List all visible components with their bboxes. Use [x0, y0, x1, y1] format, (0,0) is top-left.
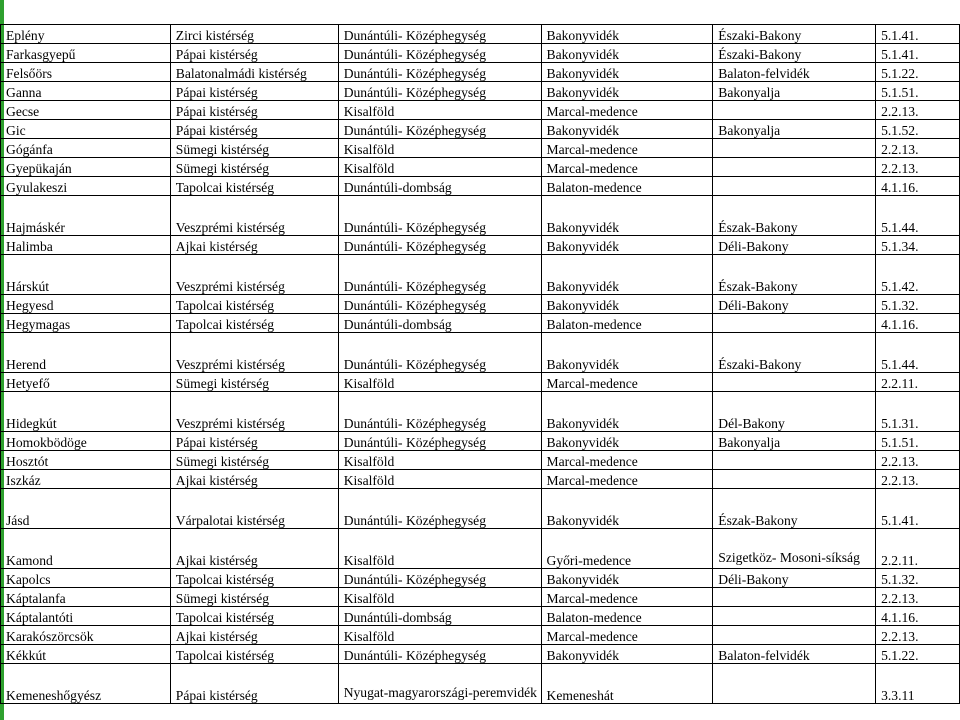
microregion-cell[interactable]: Déli-Bakony — [713, 295, 876, 314]
macroregion-cell[interactable]: Dunántúli-dombság — [338, 314, 541, 333]
microregion-cell[interactable] — [713, 177, 876, 196]
table-row — [1, 470, 960, 489]
mesoregion-cell[interactable]: Kemeneshát — [541, 664, 713, 704]
microregion-cell[interactable]: Bakonyalja — [713, 82, 876, 101]
mesoregion-cell[interactable]: Bakonyvidék — [541, 44, 713, 63]
table-row — [1, 255, 960, 295]
mesoregion-cell[interactable]: Bakonyvidék — [541, 295, 713, 314]
code-cell[interactable]: 2.2.13. — [876, 470, 960, 489]
settlement-cell[interactable]: Hosztót — [1, 451, 171, 470]
subregion-cell[interactable]: Veszprémi kistérség — [170, 333, 338, 373]
mesoregion-cell[interactable]: Bakonyvidék — [541, 82, 713, 101]
subregion-cell[interactable]: Pápai kistérség — [170, 82, 338, 101]
subregion-cell[interactable]: Sümegi kistérség — [170, 139, 338, 158]
table-row — [1, 392, 960, 432]
macroregion-cell[interactable]: Dunántúli- Középhegység — [338, 120, 541, 139]
table-row — [1, 314, 960, 333]
macroregion-cell[interactable]: Kisalföld — [338, 470, 541, 489]
microregion-cell[interactable] — [713, 373, 876, 392]
subregion-cell[interactable]: Zirci kistérség — [170, 25, 338, 44]
table-row — [1, 588, 960, 607]
settlement-cell[interactable]: Hetyefő — [1, 373, 171, 392]
table-row — [1, 607, 960, 626]
settlement-cell[interactable]: Herend — [1, 333, 171, 373]
code-cell[interactable]: 5.1.41. — [876, 44, 960, 63]
microregion-cell[interactable] — [713, 664, 876, 704]
microregion-cell[interactable] — [713, 470, 876, 489]
macroregion-cell[interactable]: Nyugat-magyarországi-peremvidék — [338, 664, 541, 704]
code-cell[interactable]: 2.2.11. — [876, 373, 960, 392]
code-cell[interactable]: 3.3.11 — [876, 664, 960, 704]
macroregion-cell[interactable]: Kisalföld — [338, 158, 541, 177]
settlement-cell[interactable]: Hegymagas — [1, 314, 171, 333]
microregion-cell[interactable] — [713, 451, 876, 470]
macroregion-cell[interactable]: Kisalföld — [338, 588, 541, 607]
mesoregion-cell[interactable]: Marcal-medence — [541, 101, 713, 120]
code-cell[interactable]: 5.1.22. — [876, 63, 960, 82]
subregion-cell[interactable]: Pápai kistérség — [170, 101, 338, 120]
settlement-cell[interactable]: Hárskút — [1, 255, 171, 295]
subregion-cell[interactable]: Ajkai kistérség — [170, 529, 338, 569]
mesoregion-cell[interactable]: Bakonyvidék — [541, 333, 713, 373]
microregion-cell[interactable]: Szigetköz- Mosoni-síkság — [713, 529, 876, 569]
macroregion-cell[interactable]: Dunántúli- Középhegység — [338, 44, 541, 63]
settlement-cell[interactable]: Hegyesd — [1, 295, 171, 314]
microregion-cell[interactable]: Észak-Bakony — [713, 255, 876, 295]
macroregion-cell[interactable]: Dunántúli- Középhegység — [338, 196, 541, 236]
subregion-cell[interactable]: Ajkai kistérség — [170, 236, 338, 255]
code-cell[interactable]: 5.1.41. — [876, 25, 960, 44]
macroregion-cell[interactable]: Dunántúli- Középhegység — [338, 645, 541, 664]
mesoregion-cell[interactable]: Bakonyvidék — [541, 255, 713, 295]
table-row — [1, 236, 960, 255]
microregion-cell[interactable]: Észak-Bakony — [713, 196, 876, 236]
settlement-cell[interactable]: Hidegkút — [1, 392, 171, 432]
settlement-cell[interactable]: Karakószörcsök — [1, 626, 171, 645]
code-cell[interactable]: 5.1.51. — [876, 82, 960, 101]
subregion-cell[interactable]: Veszprémi kistérség — [170, 255, 338, 295]
mesoregion-cell[interactable]: Bakonyvidék — [541, 645, 713, 664]
mesoregion-cell[interactable]: Marcal-medence — [541, 626, 713, 645]
microregion-cell[interactable] — [713, 101, 876, 120]
code-cell[interactable]: 4.1.16. — [876, 177, 960, 196]
subregion-cell[interactable]: Tapolcai kistérség — [170, 177, 338, 196]
microregion-cell[interactable]: Északi-Bakony — [713, 333, 876, 373]
settlement-cell[interactable]: Jásd — [1, 489, 171, 529]
mesoregion-cell[interactable]: Marcal-medence — [541, 470, 713, 489]
macroregion-cell[interactable]: Dunántúli- Középhegység — [338, 392, 541, 432]
subregion-cell[interactable]: Sümegi kistérség — [170, 451, 338, 470]
code-cell[interactable]: 5.1.22. — [876, 645, 960, 664]
subregion-cell[interactable]: Tapolcai kistérség — [170, 607, 338, 626]
code-cell[interactable]: 5.1.32. — [876, 569, 960, 588]
settlement-cell[interactable]: Kékkút — [1, 645, 171, 664]
settlement-cell[interactable]: Felsőörs — [1, 63, 171, 82]
table-row — [1, 82, 960, 101]
settlement-cell[interactable]: Hajmáskér — [1, 196, 171, 236]
code-cell[interactable]: 2.2.11. — [876, 529, 960, 569]
subregion-cell[interactable]: Pápai kistérség — [170, 664, 338, 704]
microregion-cell[interactable] — [713, 139, 876, 158]
macroregion-cell[interactable]: Dunántúli- Középhegység — [338, 236, 541, 255]
subregion-cell[interactable]: Tapolcai kistérség — [170, 314, 338, 333]
mesoregion-cell[interactable]: Bakonyvidék — [541, 432, 713, 451]
mesoregion-cell[interactable]: Marcal-medence — [541, 158, 713, 177]
mesoregion-cell[interactable]: Marcal-medence — [541, 588, 713, 607]
table-row — [1, 120, 960, 139]
microregion-cell[interactable] — [713, 626, 876, 645]
table-body — [1, 25, 960, 704]
settlement-cell[interactable]: Gyulakeszi — [1, 177, 171, 196]
settlement-cell[interactable]: Halimba — [1, 236, 171, 255]
table-row — [1, 432, 960, 451]
subregion-cell[interactable]: Veszprémi kistérség — [170, 196, 338, 236]
macroregion-cell[interactable]: Dunántúli- Középhegység — [338, 489, 541, 529]
microregion-cell[interactable] — [713, 158, 876, 177]
microregion-cell[interactable]: Északi-Bakony — [713, 25, 876, 44]
code-cell[interactable]: 2.2.13. — [876, 588, 960, 607]
table-row — [1, 645, 960, 664]
macroregion-cell[interactable]: Dunántúli- Középhegység — [338, 82, 541, 101]
macroregion-cell[interactable]: Kisalföld — [338, 451, 541, 470]
microregion-cell[interactable]: Balaton-felvidék — [713, 645, 876, 664]
mesoregion-cell[interactable]: Marcal-medence — [541, 451, 713, 470]
macroregion-cell[interactable]: Dunántúli- Középhegység — [338, 255, 541, 295]
settlement-cell[interactable]: Farkasgyepű — [1, 44, 171, 63]
settlement-cell[interactable]: Kamond — [1, 529, 171, 569]
code-cell[interactable]: 5.1.41. — [876, 489, 960, 529]
code-cell[interactable]: 5.1.44. — [876, 333, 960, 373]
macroregion-cell[interactable]: Kisalföld — [338, 529, 541, 569]
microregion-cell[interactable]: Dél-Bakony — [713, 392, 876, 432]
microregion-cell[interactable] — [713, 314, 876, 333]
table-row — [1, 196, 960, 236]
table-row — [1, 451, 960, 470]
table-row — [1, 333, 960, 373]
settlement-cell[interactable]: Homokbödöge — [1, 432, 171, 451]
subregion-cell[interactable]: Ajkai kistérség — [170, 626, 338, 645]
settlement-cell[interactable]: Gyepükaján — [1, 158, 171, 177]
microregion-cell[interactable]: Balaton-felvidék — [713, 63, 876, 82]
table-row — [1, 101, 960, 120]
subregion-cell[interactable]: Pápai kistérség — [170, 44, 338, 63]
code-cell[interactable]: 4.1.16. — [876, 314, 960, 333]
mesoregion-cell[interactable]: Balaton-medence — [541, 314, 713, 333]
macroregion-cell[interactable]: Dunántúli- Középhegység — [338, 432, 541, 451]
subregion-cell[interactable]: Sümegi kistérség — [170, 158, 338, 177]
macroregion-cell[interactable]: Dunántúli- Középhegység — [338, 25, 541, 44]
code-cell[interactable]: 5.1.42. — [876, 255, 960, 295]
subregion-cell[interactable]: Várpalotai kistérség — [170, 489, 338, 529]
mesoregion-cell[interactable]: Marcal-medence — [541, 139, 713, 158]
settlement-cell[interactable]: Ganna — [1, 82, 171, 101]
table-row — [1, 139, 960, 158]
subregion-cell[interactable]: Pápai kistérség — [170, 120, 338, 139]
microregion-cell[interactable] — [713, 588, 876, 607]
code-cell[interactable]: 2.2.13. — [876, 139, 960, 158]
code-cell[interactable]: 2.2.13. — [876, 158, 960, 177]
microregion-cell[interactable]: Déli-Bakony — [713, 236, 876, 255]
macroregion-cell[interactable]: Kisalföld — [338, 373, 541, 392]
subregion-cell[interactable]: Tapolcai kistérség — [170, 569, 338, 588]
settlement-table — [0, 24, 960, 704]
table-row — [1, 626, 960, 645]
subregion-cell[interactable]: Balatonalmádi kistérség — [170, 63, 338, 82]
macroregion-cell[interactable]: Dunántúli- Középhegység — [338, 63, 541, 82]
mesoregion-cell[interactable]: Bakonyvidék — [541, 569, 713, 588]
macroregion-cell[interactable]: Dunántúli- Középhegység — [338, 333, 541, 373]
settlement-cell[interactable]: Kapolcs — [1, 569, 171, 588]
subregion-cell[interactable]: Sümegi kistérség — [170, 588, 338, 607]
code-cell[interactable]: 5.1.32. — [876, 295, 960, 314]
subregion-cell[interactable]: Ajkai kistérség — [170, 470, 338, 489]
macroregion-cell[interactable]: Kisalföld — [338, 101, 541, 120]
subregion-cell[interactable]: Sümegi kistérség — [170, 373, 338, 392]
microregion-cell[interactable]: Északi-Bakony — [713, 44, 876, 63]
code-cell[interactable]: 5.1.31. — [876, 392, 960, 432]
table-row — [1, 25, 960, 44]
microregion-cell[interactable]: Bakonyalja — [713, 120, 876, 139]
code-cell[interactable]: 5.1.51. — [876, 432, 960, 451]
mesoregion-cell[interactable]: Bakonyvidék — [541, 236, 713, 255]
macroregion-cell[interactable]: Dunántúli-dombság — [338, 607, 541, 626]
microregion-cell[interactable]: Bakonyalja — [713, 432, 876, 451]
subregion-cell[interactable]: Veszprémi kistérség — [170, 392, 338, 432]
mesoregion-cell[interactable]: Bakonyvidék — [541, 489, 713, 529]
settlement-cell[interactable]: Gógánfa — [1, 139, 171, 158]
table-row — [1, 529, 960, 569]
mesoregion-cell[interactable]: Győri-medence — [541, 529, 713, 569]
settlement-cell[interactable]: Gic — [1, 120, 171, 139]
mesoregion-cell[interactable]: Balaton-medence — [541, 607, 713, 626]
table-row — [1, 158, 960, 177]
table-row — [1, 63, 960, 82]
table-row — [1, 489, 960, 529]
mesoregion-cell[interactable]: Bakonyvidék — [541, 392, 713, 432]
mesoregion-cell[interactable]: Marcal-medence — [541, 373, 713, 392]
code-cell[interactable]: 5.1.52. — [876, 120, 960, 139]
settlement-cell[interactable]: Iszkáz — [1, 470, 171, 489]
mesoregion-cell[interactable]: Bakonyvidék — [541, 25, 713, 44]
code-cell[interactable]: 5.1.44. — [876, 196, 960, 236]
microregion-cell[interactable]: Észak-Bakony — [713, 489, 876, 529]
subregion-cell[interactable]: Tapolcai kistérség — [170, 645, 338, 664]
table-row — [1, 664, 960, 704]
mesoregion-cell[interactable]: Balaton-medence — [541, 177, 713, 196]
mesoregion-cell[interactable]: Bakonyvidék — [541, 63, 713, 82]
mesoregion-cell[interactable]: Bakonyvidék — [541, 196, 713, 236]
subregion-cell[interactable]: Tapolcai kistérség — [170, 295, 338, 314]
code-cell[interactable]: 2.2.13. — [876, 451, 960, 470]
code-cell[interactable]: 2.2.13. — [876, 101, 960, 120]
macroregion-cell[interactable]: Dunántúli- Középhegység — [338, 569, 541, 588]
code-cell[interactable]: 4.1.16. — [876, 607, 960, 626]
mesoregion-cell[interactable]: Bakonyvidék — [541, 120, 713, 139]
macroregion-cell[interactable]: Dunántúli- Középhegység — [338, 295, 541, 314]
table-row — [1, 44, 960, 63]
macroregion-cell[interactable]: Kisalföld — [338, 626, 541, 645]
code-cell[interactable]: 2.2.13. — [876, 626, 960, 645]
settlement-cell[interactable]: Káptalantóti — [1, 607, 171, 626]
settlement-cell[interactable]: Kemeneshőgyész — [1, 664, 171, 704]
code-cell[interactable]: 5.1.34. — [876, 236, 960, 255]
table-row — [1, 177, 960, 196]
settlement-cell[interactable]: Káptalanfa — [1, 588, 171, 607]
settlement-cell[interactable]: Eplény — [1, 25, 171, 44]
subregion-cell[interactable]: Pápai kistérség — [170, 432, 338, 451]
macroregion-cell[interactable]: Dunántúli-dombság — [338, 177, 541, 196]
table-row — [1, 295, 960, 314]
macroregion-cell[interactable]: Kisalföld — [338, 139, 541, 158]
table-row — [1, 569, 960, 588]
microregion-cell[interactable] — [713, 607, 876, 626]
microregion-cell[interactable]: Déli-Bakony — [713, 569, 876, 588]
settlement-cell[interactable]: Gecse — [1, 101, 171, 120]
table-row — [1, 373, 960, 392]
